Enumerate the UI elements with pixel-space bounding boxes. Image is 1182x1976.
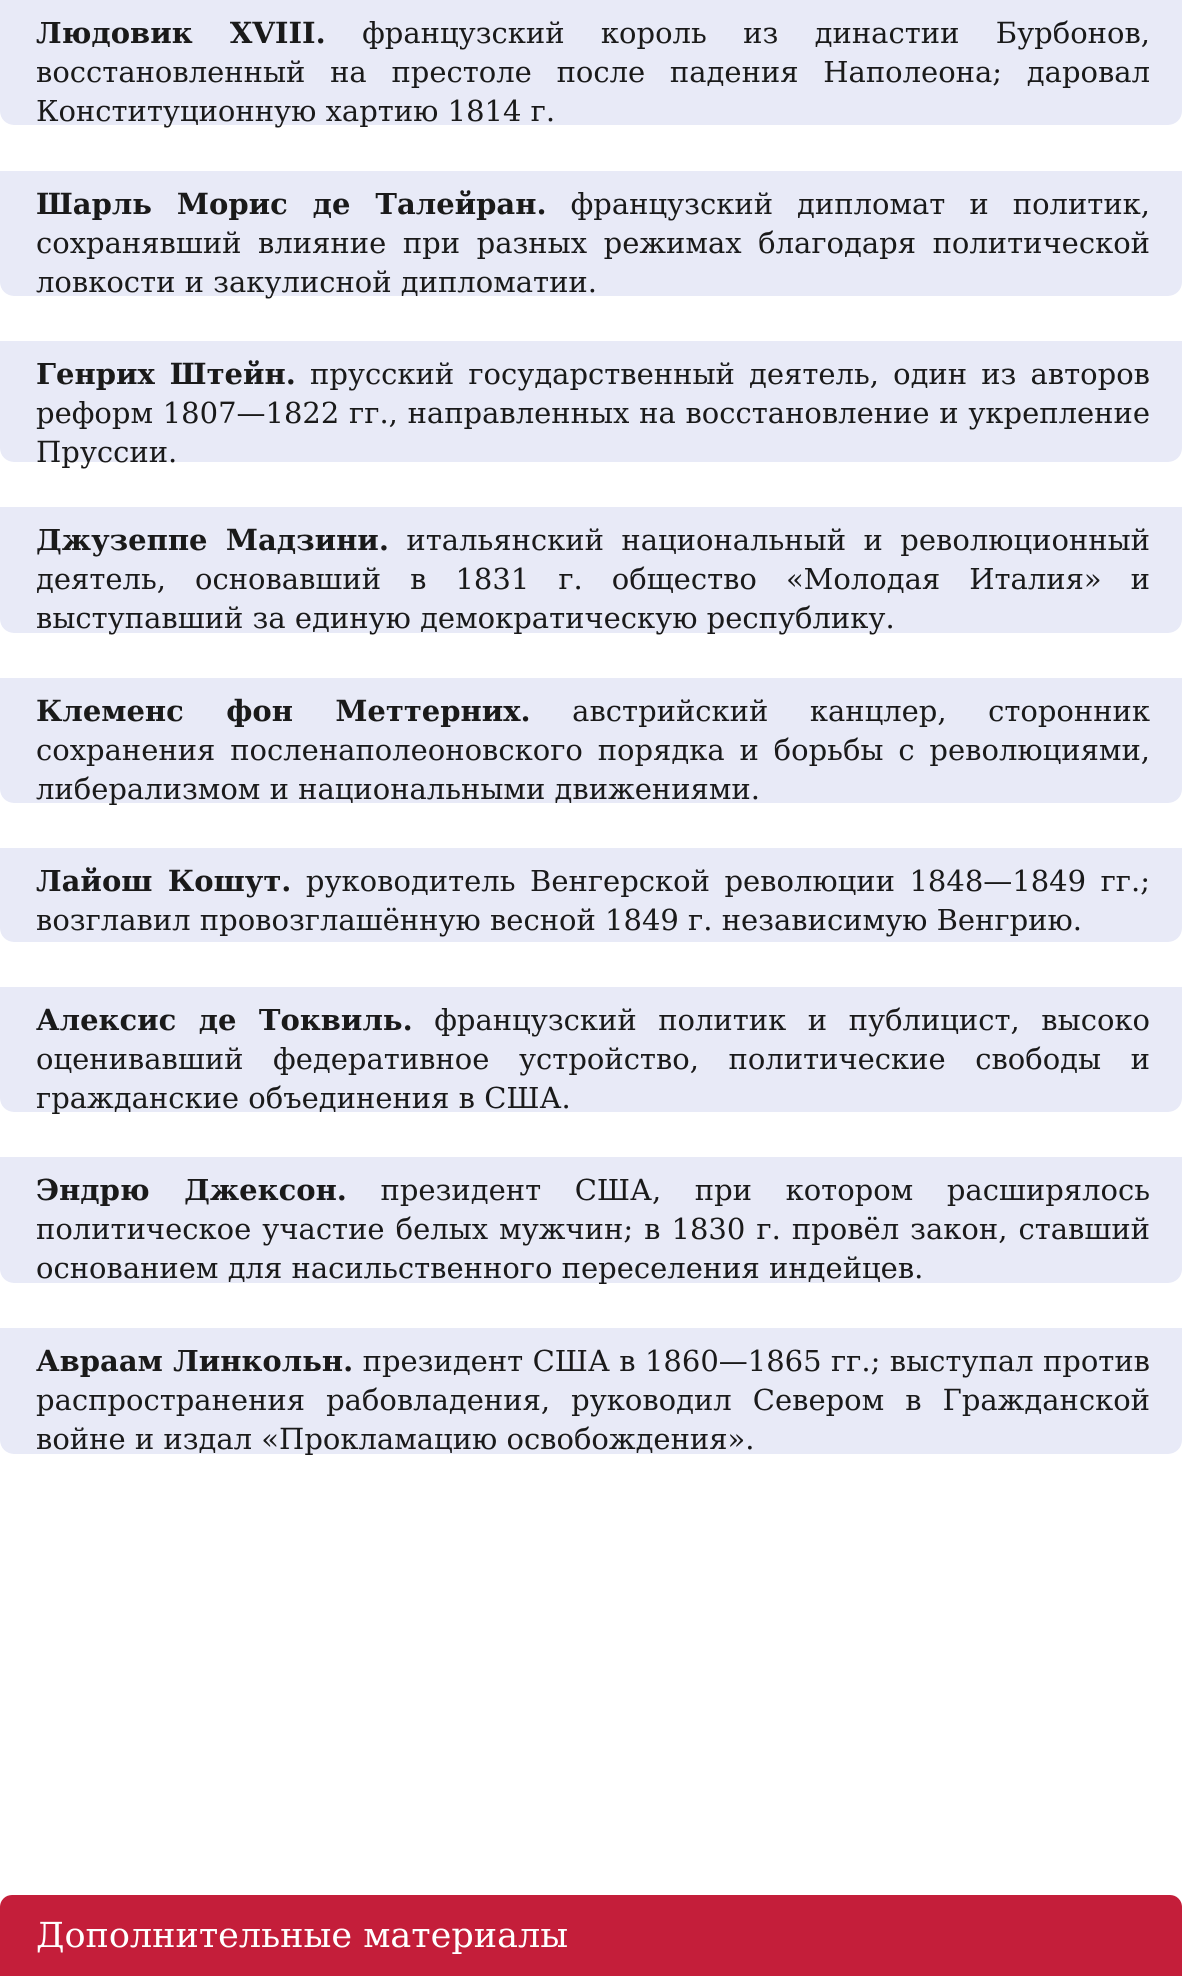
entry-text: французский дипломат и политик, сохранявший влияние при разных режимах благодаря политической ловкости и закулисной дипломатии.: [36, 187, 1150, 299]
entry-text: президент США, при котором расширялось политическое участие белых мужчин; в 1830 г. провёл закон, ставший основанием для насильственного переселения индейцев.: [36, 1173, 1150, 1285]
entry-name: Шарль Морис де Талейран.: [36, 187, 547, 221]
entry-name: Клеменс фон Меттерних.: [36, 694, 531, 728]
entry-card-lincoln: [0, 1328, 1182, 1454]
entry-text: французский король из династии Бурбонов, восстановленный на престоле после падения Наполеона; даровал Конституционную хартию 1814 г.: [36, 16, 1150, 128]
entry-name: Авраам Линкольн.: [36, 1344, 354, 1378]
entry-card-metternich: [0, 678, 1182, 806]
entry-name: Эндрю Джексон.: [36, 1173, 347, 1207]
entry-name: Лайош Кошут.: [36, 864, 292, 898]
entry-text: французский политик и публицист, высоко оценивавший федеративное устройство, политические свободы и гражданские объединения в США.: [36, 1003, 1151, 1115]
entry-text: руководитель Венгерской революции 1848—1849 гг.; возглавил провозглашённую весной 1849 г. независимую Венгрию.: [36, 864, 1150, 937]
entry-text: прусский государственный деятель, один из авторов реформ 1807—1822 гг., направленных на восстановление и укрепление Пруссии.: [36, 357, 1150, 469]
entry-name: Алексис де Токвиль.: [36, 1003, 413, 1037]
entry-card-talleyrand: [0, 171, 1182, 299]
entry-card-tocqueville: [0, 987, 1182, 1115]
entry-card-stein: [0, 341, 1182, 469]
entry-text: австрийский канцлер, сторонник сохранения посленаполеоновского порядка и борьбы с революциями, либерализмом и национальными движениями.: [36, 694, 1150, 806]
entry-text: президент США в 1860—1865 гг.; выступал против распространения рабовладения, руководил Севером в Гражданской войне и издал «Прокламацию освобождения».: [36, 1344, 1150, 1456]
additional-materials-label: Дополнительные материалы: [36, 1915, 569, 1956]
entry-card-mazzini: [0, 507, 1182, 633]
additional-materials-bar[interactable]: [0, 1895, 1182, 1976]
entry-name: Генрих Штейн.: [36, 357, 296, 391]
entry-name: Джузеппе Мадзини.: [36, 523, 389, 557]
entry-text: итальянский национальный и революционный деятель, основавший в 1831 г. общество «Молодая Италия» и выступавший за единую демократическую республику.: [36, 523, 1150, 635]
entry-name: Людовик XVIII.: [36, 16, 326, 50]
entry-card-jackson: [0, 1157, 1182, 1283]
entry-card-kossuth: [0, 848, 1182, 942]
entry-card-louis-xviii: [0, 0, 1182, 128]
